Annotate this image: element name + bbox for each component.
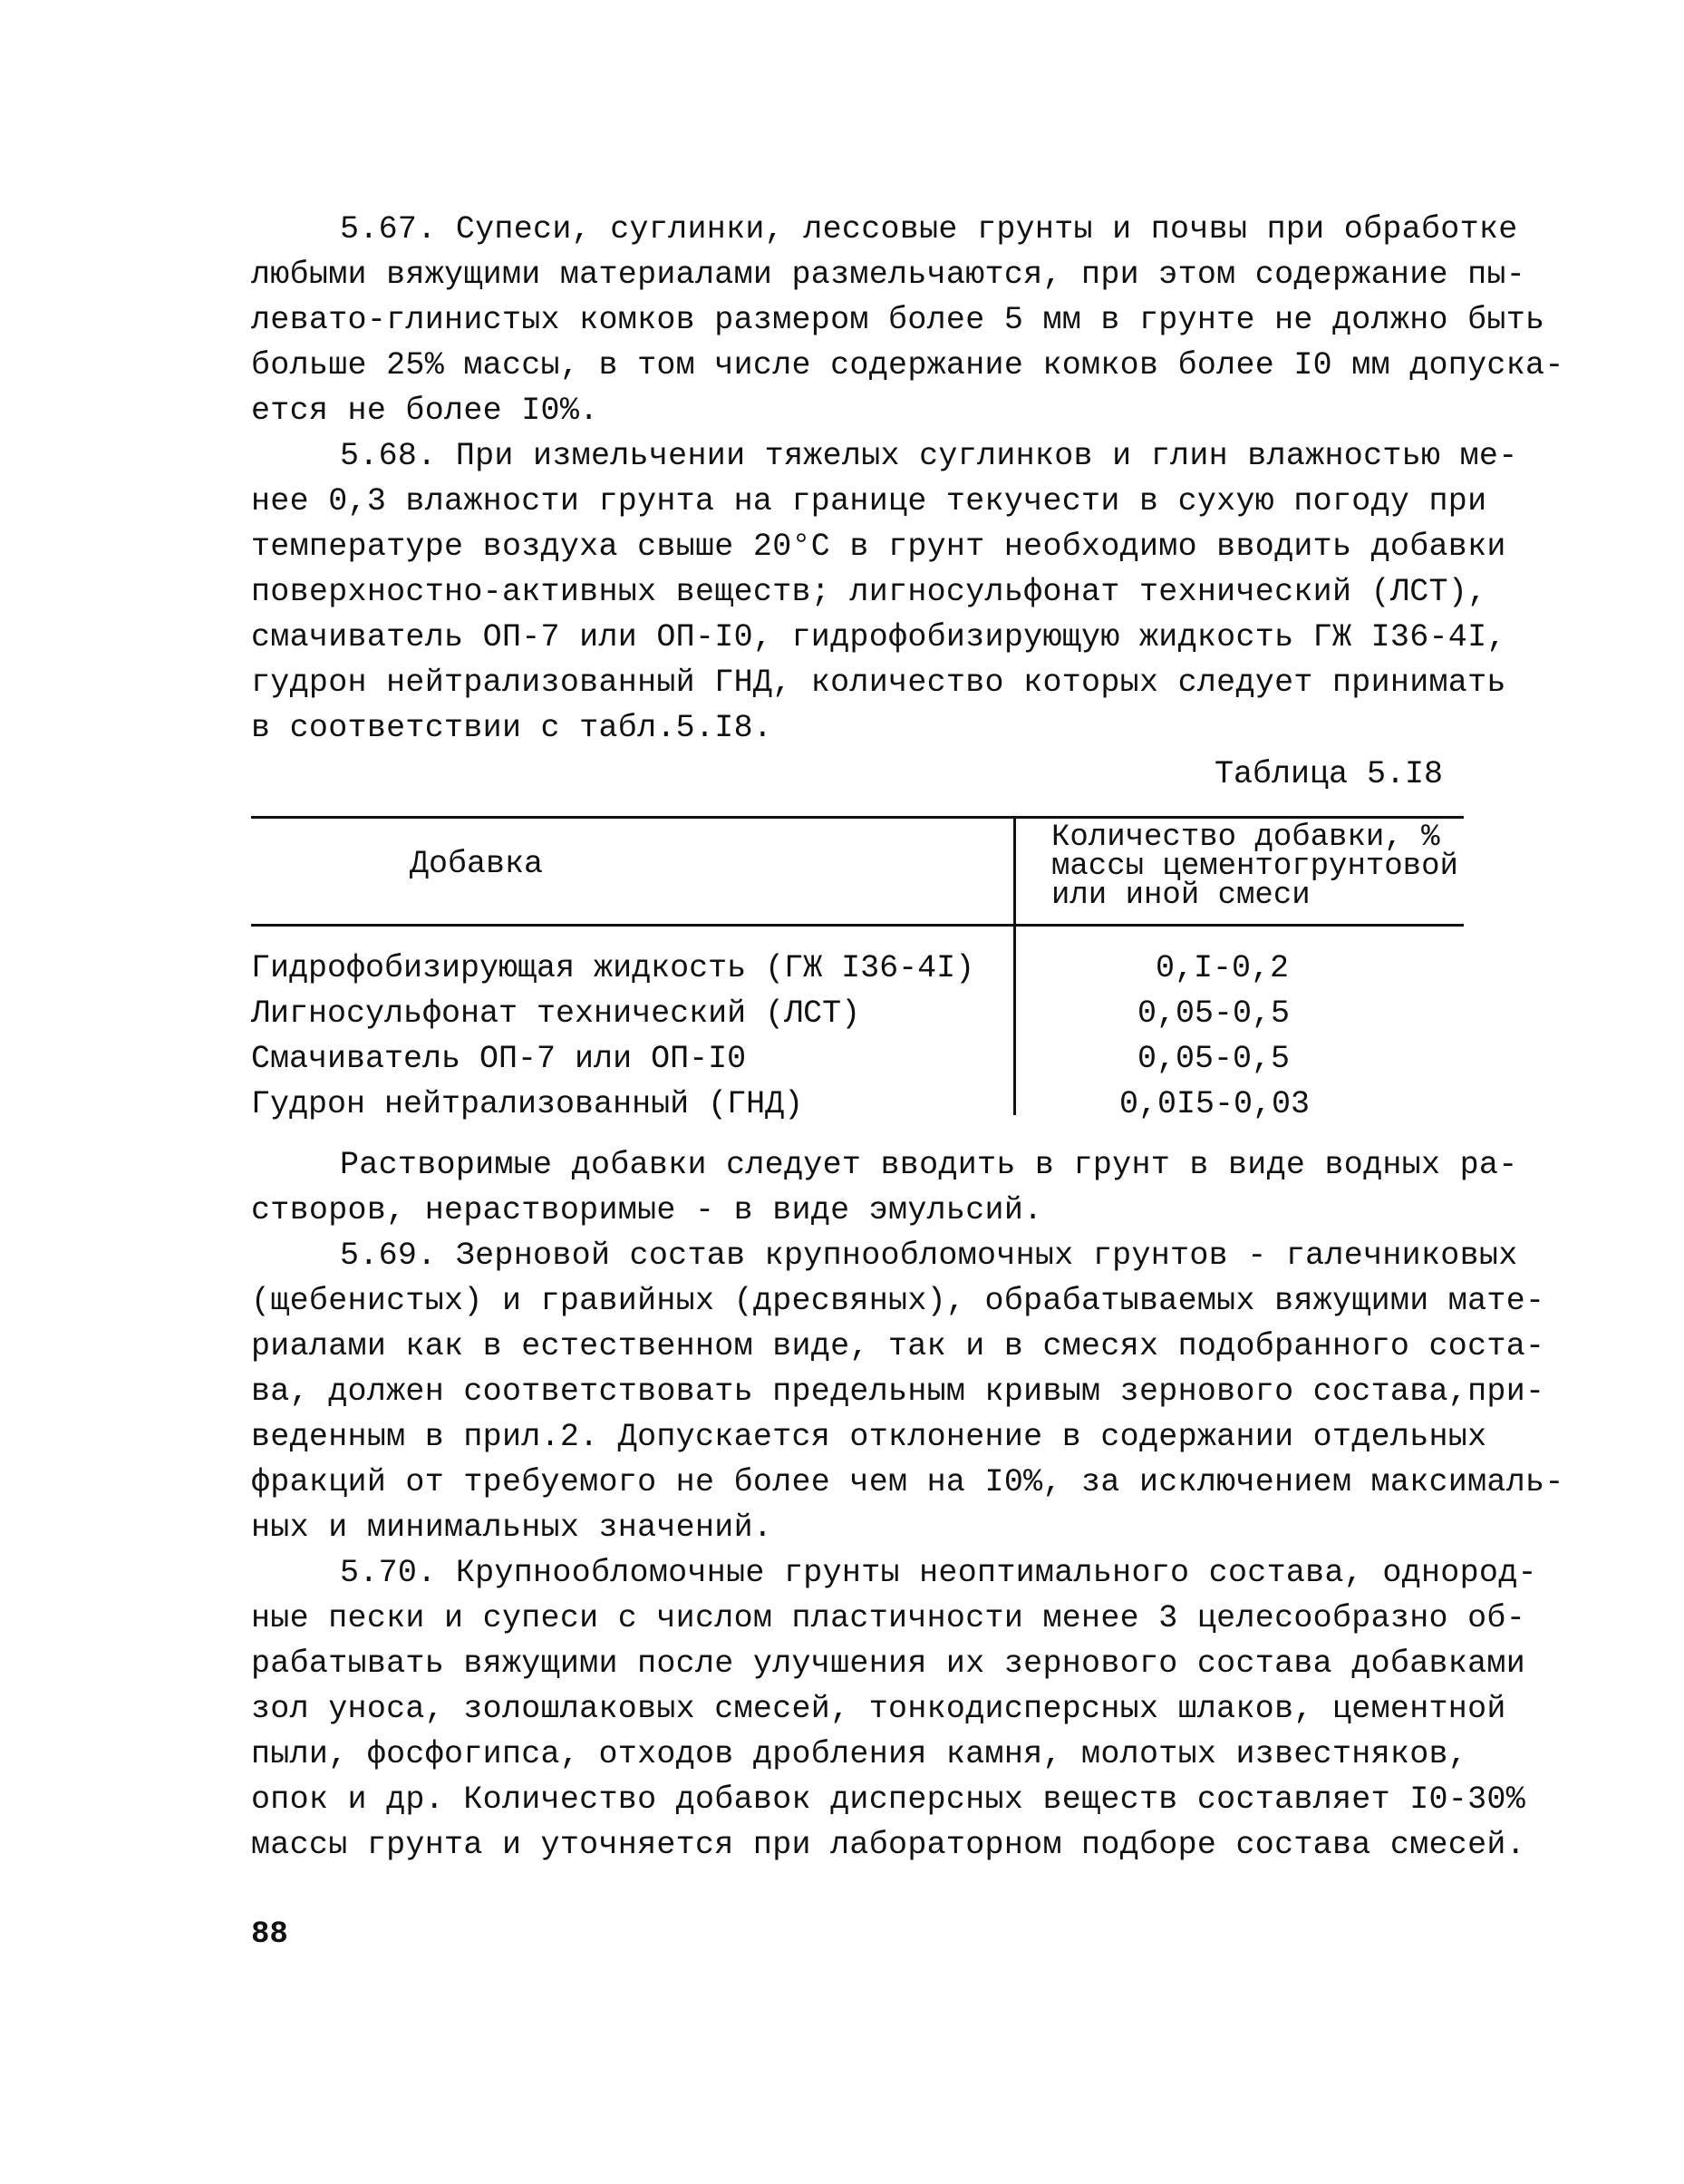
text-line: 5.67. Супеси, суглинки, лессовые грунты и почвы при обработке bbox=[340, 211, 1518, 248]
text-line: ется не более I0%. bbox=[251, 393, 599, 429]
text-line: больше 25% массы, в том числе содержание комков более I0 мм допуска- bbox=[251, 347, 1564, 383]
text-line: створов, нерастворимые - в виде эмульсий. bbox=[251, 1192, 1043, 1228]
table-row-amount: 0,0I5-0,03 bbox=[1119, 1086, 1311, 1122]
text-line: фракций от требуемого не более чем на I0%, за исключением максималь- bbox=[251, 1464, 1564, 1500]
table-header-amount-line: массы цементогрунтовой bbox=[1051, 849, 1458, 884]
table-row-additive: Гудрон нейтрализованный (ГНД) bbox=[251, 1086, 804, 1122]
page-number: 88 bbox=[251, 1917, 288, 1952]
text-line: веденным в прил.2. Допускается отклонение в содержании отдельных bbox=[251, 1419, 1487, 1455]
text-line: температуре воздуха свыше 20°С в грунт необходимо вводить добавки bbox=[251, 529, 1506, 565]
text-line: левато-глинистых комков размером более 5 мм в грунте не должно быть bbox=[251, 302, 1545, 338]
text-line: 5.69. Зерновой состав крупнообломочных грунтов - галечниковых bbox=[340, 1238, 1518, 1274]
table-header-additive: Добавка bbox=[410, 846, 544, 882]
text-line: нее 0,3 влажности грунта на границе текучести в сухую погоду при bbox=[251, 483, 1487, 519]
table-column-divider bbox=[1013, 816, 1016, 1115]
table-header-amount bbox=[1051, 820, 1468, 913]
table-row-additive: Лигносульфонат технический (ЛСТ) bbox=[251, 995, 861, 1032]
table-header-amount-line: или иной смеси bbox=[1051, 878, 1311, 913]
text-line: ных и минимальных значений. bbox=[251, 1509, 773, 1546]
table-row-additive: Гидрофобизирующая жидкость (ГЖ I36-4I) bbox=[251, 950, 975, 986]
text-line: пыли, фосфогипса, отходов дробления камня, молотых известняков, bbox=[251, 1736, 1468, 1772]
text-line: гудрон нейтрализованный ГНД, количество которых следует принимать bbox=[251, 665, 1506, 701]
text-line: ва, должен соответствовать предельным кривым зернового состава,при- bbox=[251, 1373, 1545, 1410]
text-line: ные пески и супеси с числом пластичности менее 3 целесообразно об- bbox=[251, 1600, 1526, 1636]
text-line: массы грунта и уточняется при лабораторном подборе состава смесей. bbox=[251, 1827, 1526, 1863]
text-line: опок и др. Количество добавок дисперсных веществ составляет I0-30% bbox=[251, 1781, 1526, 1818]
text-line: риалами как в естественном виде, так и в смесях подобранного соста- bbox=[251, 1328, 1545, 1364]
text-line: 5.70. Крупнообломочные грунты неоптимального состава, однород- bbox=[340, 1555, 1537, 1591]
table-top-rule bbox=[251, 816, 1464, 819]
table-row-amount: 0,I-0,2 bbox=[1156, 950, 1290, 986]
table-row-additive: Смачиватель ОП-7 или ОП-I0 bbox=[251, 1041, 747, 1077]
table-header-amount-line: Количество добавки, % bbox=[1051, 820, 1440, 855]
table-row-amount: 0,05-0,5 bbox=[1137, 1041, 1291, 1077]
text-line: рабатывать вяжущими после улучшения их зернового состава добавками bbox=[251, 1645, 1526, 1682]
text-line: (щебенистых) и гравийных (дресвяных), обрабатываемых вяжущими мате- bbox=[251, 1283, 1545, 1319]
text-line: поверхностно-активных веществ; лигносульфонат технический (ЛСТ), bbox=[251, 574, 1487, 610]
table-caption: Таблица 5.I8 bbox=[1215, 756, 1444, 792]
text-line: 5.68. При измельчении тяжелых суглинков и глин влажностью ме- bbox=[340, 438, 1518, 474]
table-row-amount: 0,05-0,5 bbox=[1137, 995, 1291, 1032]
text-line: любыми вяжущими материалами размельчаются, при этом содержание пы- bbox=[251, 257, 1526, 293]
table-header-rule bbox=[251, 924, 1464, 927]
text-line: Растворимые добавки следует вводить в грунт в виде водных ра- bbox=[340, 1147, 1518, 1183]
text-line: зол уноса, золошлаковых смесей, тонкодисперсных шлаков, цементной bbox=[251, 1691, 1506, 1727]
text-line: смачиватель ОП-7 или ОП-I0, гидрофобизирующую жидкость ГЖ I36-4I, bbox=[251, 619, 1506, 655]
text-line: в соответствии с табл.5.I8. bbox=[251, 710, 773, 746]
